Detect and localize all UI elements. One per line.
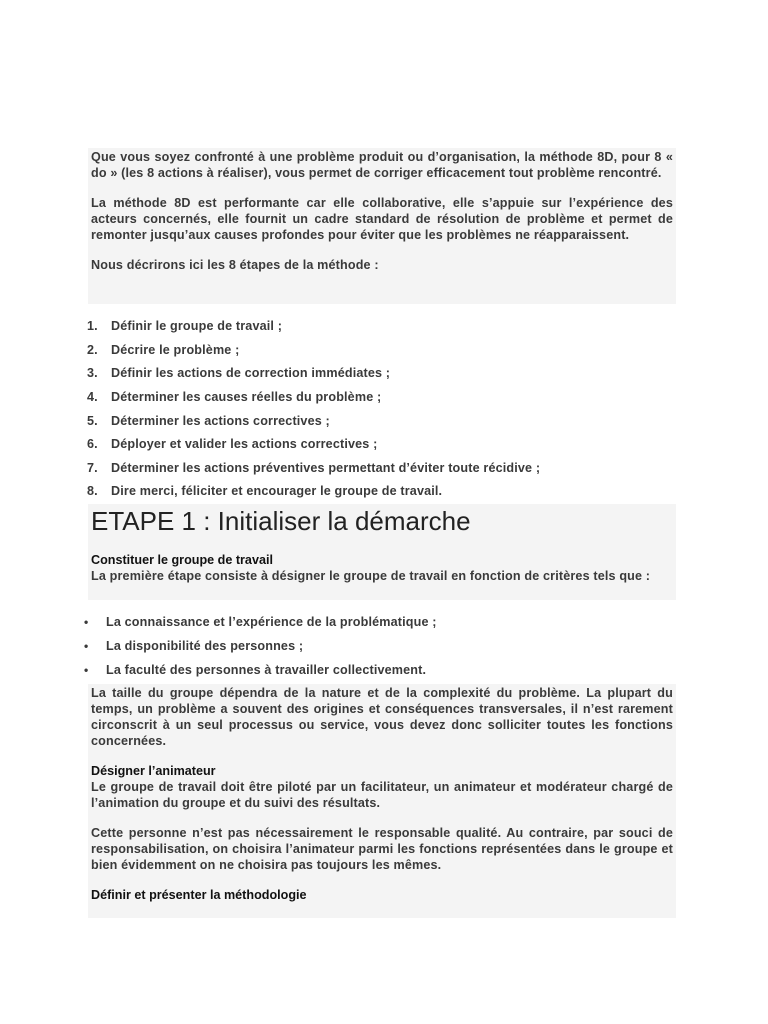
list-item-number: 8. [87,484,98,498]
list-item-text: Déterminer les actions correctives ; [111,414,330,428]
list-item-text: Déterminer les actions préventives permettant d’éviter toute récidive ; [111,461,541,475]
subsection-heading-groupe: Constituer le groupe de travail [91,553,273,567]
intro-paragraph-3: Nous décrirons ici les 8 étapes de la méthode : [91,258,379,272]
list-item-text: Déterminer les causes réelles du problème ; [111,390,382,404]
subsection-heading-methodologie: Définir et présenter la méthodologie [91,888,307,902]
list-item-number: 7. [87,461,98,475]
intro-paragraph-1: Que vous soyez confronté à une problème produit ou d’organisation, la méthode 8D, pour 8 « do » (les 8 actions à réaliser), vous permet de corriger efficacement tout problème rencontré. [91,150,673,180]
section-title: ETAPE 1 : Initialiser la démarche [91,506,471,536]
etape1-paragraph-4: Cette personne n’est pas nécessairement le responsable qualité. Au contraire, par souci de responsabilisation, on choisira l’animateur parmi les fonctions représentées dans le groupe et bien évidemment on ne choisira pas toujours les mêmes. [91,826,673,872]
list-item-number: 5. [87,414,98,428]
list-item-text: La faculté des personnes à travailler collectivement. [106,663,427,677]
list-item-text: La connaissance et l’expérience de la problématique ; [106,615,437,629]
etape1-paragraph-1: La première étape consiste à désigner le groupe de travail en fonction de critères tels que : [91,569,651,583]
intro-paragraph-2: La méthode 8D est performante car elle collaborative, elle s’appuie sur l’expérience des acteurs concernés, elle fournit un cadre standard de résolution de problème et permet de remonter jusqu’aux causes profondes pour éviter que les problèmes ne réapparaissent. [91,196,673,242]
bullet-icon: • [84,663,89,677]
list-item-text: Dire merci, féliciter et encourager le groupe de travail. [111,484,443,498]
list-item-text: Décrire le problème ; [111,343,240,357]
list-item-text: Définir les actions de correction immédiates ; [111,366,391,380]
list-item-text: La disponibilité des personnes ; [106,639,304,653]
etape1-header-section [88,504,676,600]
list-item-number: 2. [87,343,98,357]
list-item-number: 3. [87,366,98,380]
bullet-icon: • [84,639,89,653]
etape1-body-section [88,684,676,918]
subsection-heading-animateur: Désigner l’animateur [91,764,216,778]
intro-section [88,148,676,304]
bullet-icon: • [84,615,89,629]
etape1-paragraph-3: Le groupe de travail doit être piloté par un facilitateur, un animateur et modérateur chargé de l’animation du groupe et du suivi des résultats. [91,780,673,810]
list-item-number: 4. [87,390,98,404]
list-item-text: Définir le groupe de travail ; [111,319,283,333]
list-item-text: Déployer et valider les actions correctives ; [111,437,378,451]
list-item-number: 6. [87,437,98,451]
list-item-number: 1. [87,319,98,333]
etape1-paragraph-2: La taille du groupe dépendra de la nature et de la complexité du problème. La plupart du temps, un problème a souvent des origines et conséquences transversales, il n’est rarement circonscrit à un seul processus ou service, vous devez donc solliciter toutes les fonctions concernées. [91,686,673,748]
